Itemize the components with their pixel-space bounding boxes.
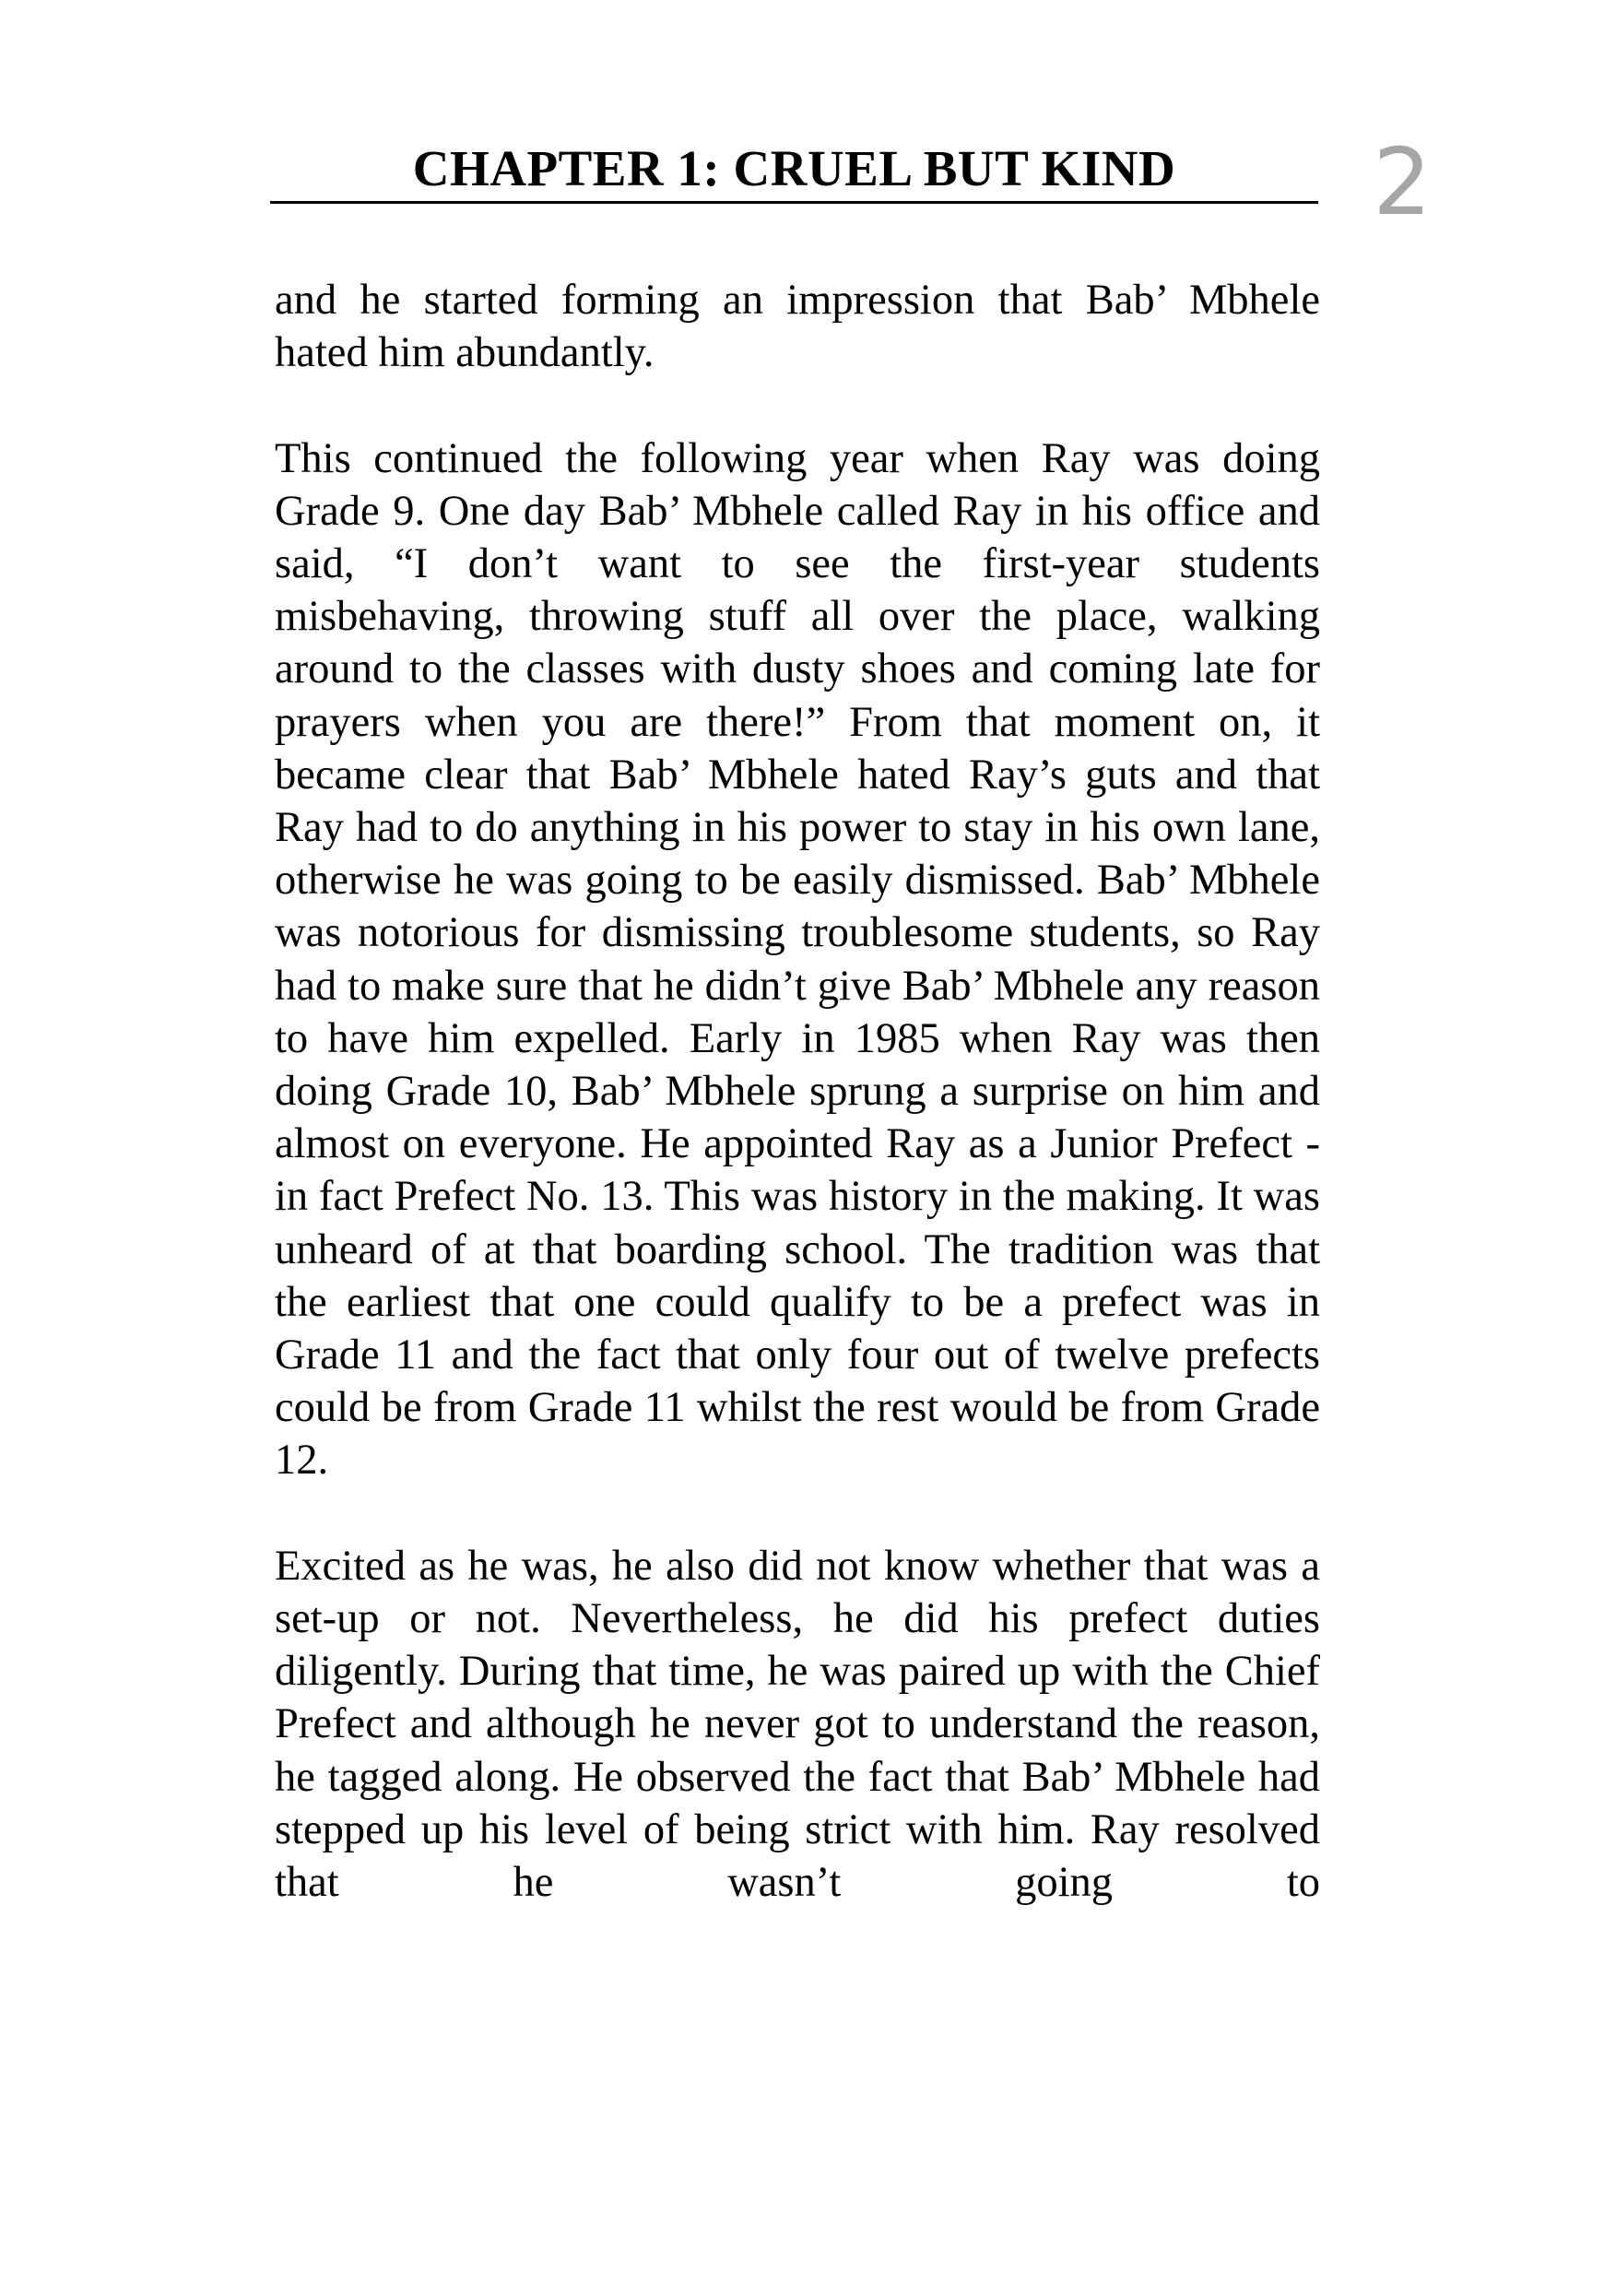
paragraph: This continued the following year when Ray was doing Grade 9. One day Bab’ Mbhele called Ray in his office and said, “I don’t want to see the first-year students misbehaving, throwing stuff all over the place, walking around to the classes with dusty shoes and coming late for prayers when you are there!” From that moment on, it became clear that Bab’ Mbhele hated Ray’s guts and that Ray had to do anything in his power to stay in his own lane, otherwise he was going to be easily dismissed. Bab’ Mbhele was notorious for dismissing troublesome students, so Ray had to make sure that he didn’t give Bab’ Mbhele any reason to have him expelled. Early in 1985 when Ray was then doing Grade 10, Bab’ Mbhele sprung a surprise on him and almost on everyone. He appointed Ray as a Junior Prefect - in fact Prefect No. 13. This was history in the making. It was unheard of at that boarding school. The tradition was that the earliest that one could qualify to be a prefect was in Grade 11 and the fact that only four out of twelve prefects could be from Grade 11 whilst the rest would be from Grade 12. <box>275 434 1320 1485</box>
chapter-title: CHAPTER 1: CRUEL BUT KIND <box>412 140 1176 196</box>
paragraph: Excited as he was, he also did not know whether that was a set-up or not. Nevertheless, he did his prefect duties diligently. During that time, he was paired up with the Chief Prefect and although he never got to understand the reason, he tagged along. He observed the fact that Bab’ Mbhele had stepped up his level of being strict with him. Ray resolved that he wasn’t going to <box>275 1542 1320 1907</box>
paragraph: and he started forming an impression that Bab’ Mbhele hated him abundantly. <box>275 277 1320 377</box>
page-header <box>270 138 1318 204</box>
page-number: 2 <box>1373 128 1432 236</box>
body-text <box>275 274 1320 1909</box>
